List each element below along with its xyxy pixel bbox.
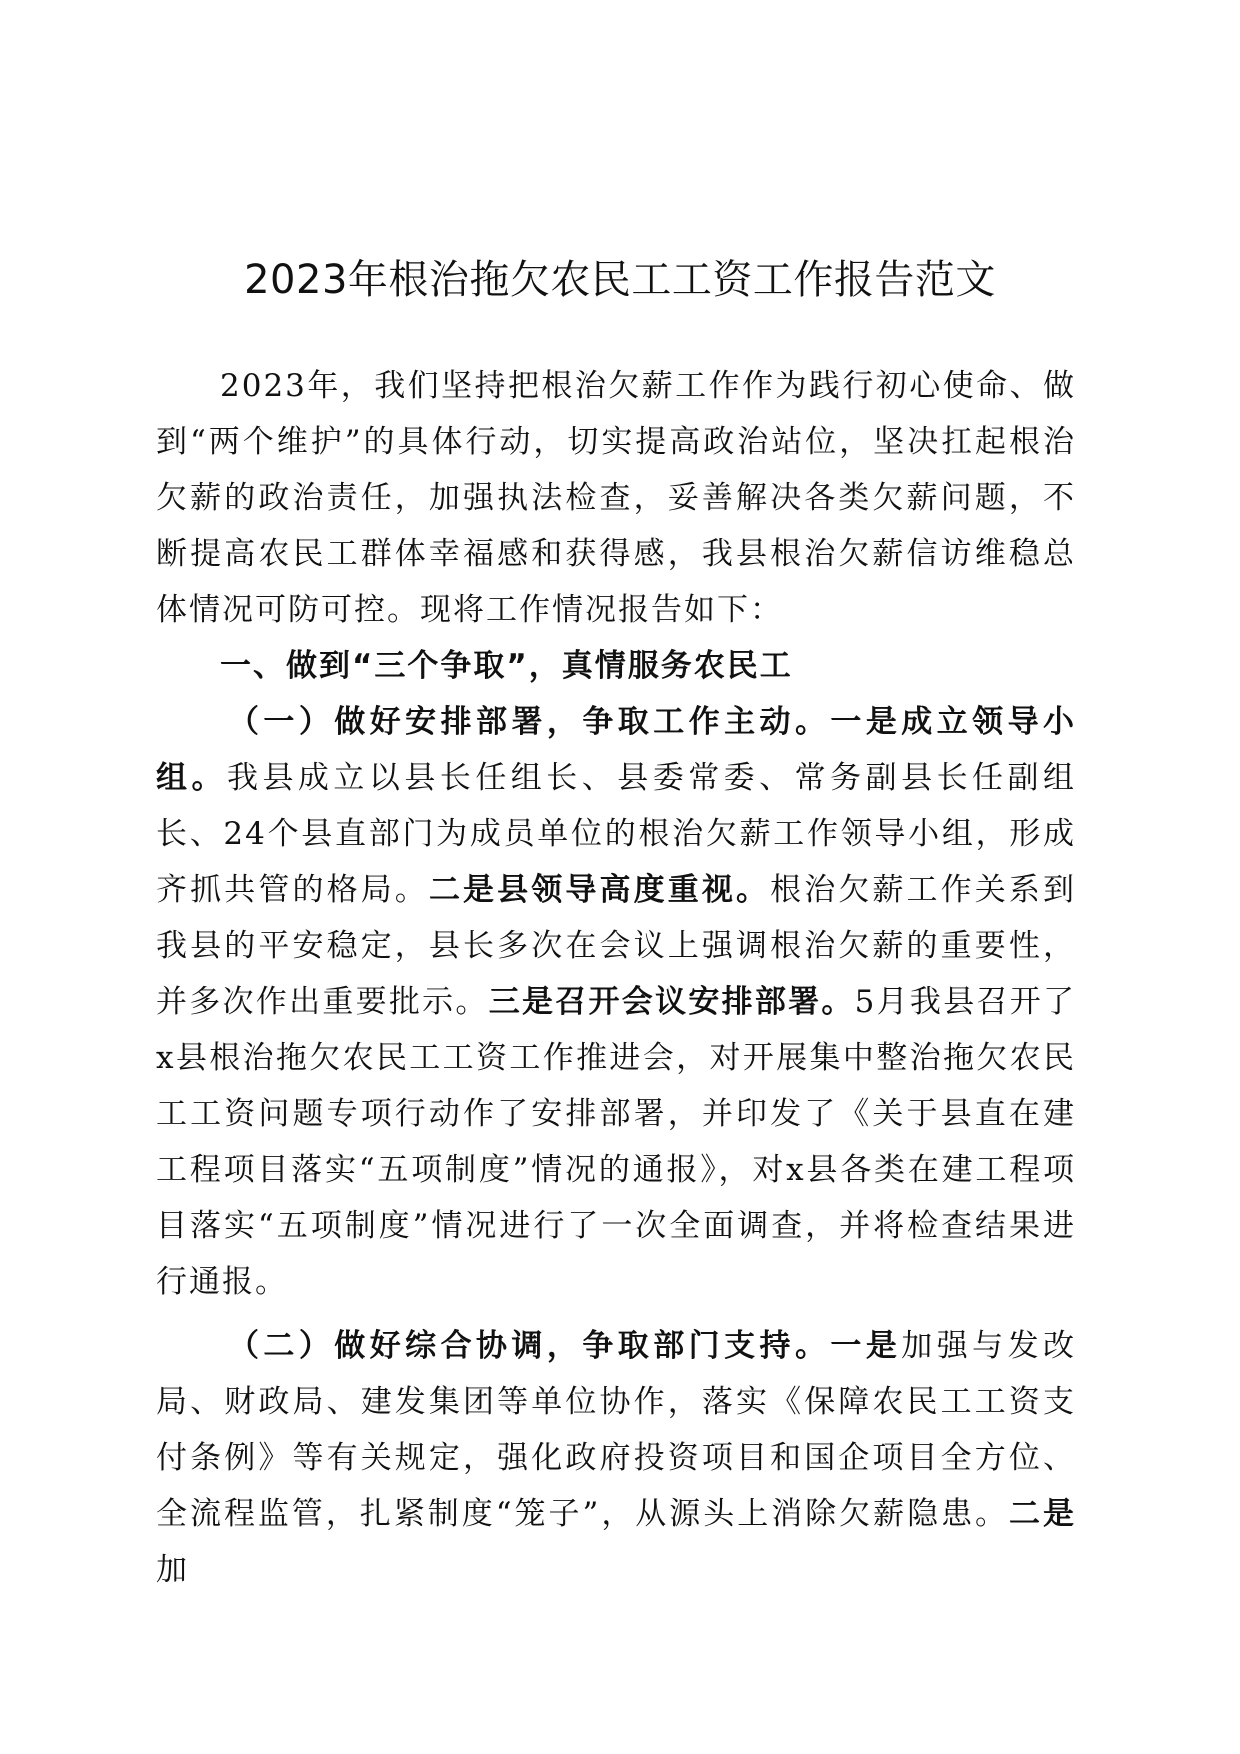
subsection-2-paragraph	[156, 1318, 1076, 1598]
subsection-2-point-1-label: 一是	[830, 1328, 902, 1364]
subsection-1-point-3-label: 三是召开会议安排部署。	[488, 984, 855, 1020]
subsection-1-point-2-label: 二是县领导高度重视。	[428, 872, 771, 908]
document-body	[156, 358, 1076, 1598]
subsection-1-point-2-text: 根治欠薪工作关系到我县的平安稳定，县长多次在会议上强调根治欠薪的重要性，并多次作出重要批示。	[156, 872, 1077, 1020]
subsection-1-paragraph	[156, 694, 1076, 1310]
subsection-2-point-2-label: 二是	[1009, 1496, 1077, 1532]
subsection-2-point-1-text: 加强与发改局、财政局、建发集团等单位协作，落实《保障农民工工资支付条例》等有关规定，强化政府投资项目和国企项目全方位、全流程监管，扎紧制度“笼子”，从源头上消除欠薪隐患。	[156, 1328, 1077, 1532]
subsection-1-lead: （一）做好安排部署，争取工作主动。	[228, 704, 831, 740]
section-heading-1: 一、做到“三个争取”，真情服务农民工	[220, 648, 793, 684]
subsection-1-point-1-text: 我县成立以县长任组长、县委常委、常务副县长任副组长、24个县直部门为成员单位的根治欠薪工作领导小组，形成齐抓共管的格局。	[156, 760, 1077, 908]
subsection-2-lead: （二）做好综合协调，争取部门支持。	[228, 1328, 831, 1364]
intro-paragraph: 2023年，我们坚持把根治欠薪工作作为践行初心使命、做到“两个维护”的具体行动，切实提高政治站位，坚决扛起根治欠薪的政治责任，加强执法检查，妥善解决各类欠薪问题，不断提高农民工群体幸福感和获得感，我县根治欠薪信访维稳总体情况可防可控。现将工作情况报告如下：	[156, 368, 1076, 628]
subsection-1-point-1-label: 一是成立领导小组。	[156, 704, 1076, 796]
subsection-2-point-2-text: 加	[156, 1552, 189, 1588]
document-title: 2023年根治拖欠农民工工资工作报告范文	[244, 257, 996, 303]
subsection-1-point-3-text: 5月我县召开了x县根治拖欠农民工工资工作推进会，对开展集中整治拖欠农民工工资问题专项行动作了安排部署，并印发了《关于县直在建工程项目落实“五项制度”情况的通报》，对x县各类在建工程项目落实“五项制度”情况进行了一次全面调查，并将检查结果进行通报。	[156, 984, 1077, 1300]
